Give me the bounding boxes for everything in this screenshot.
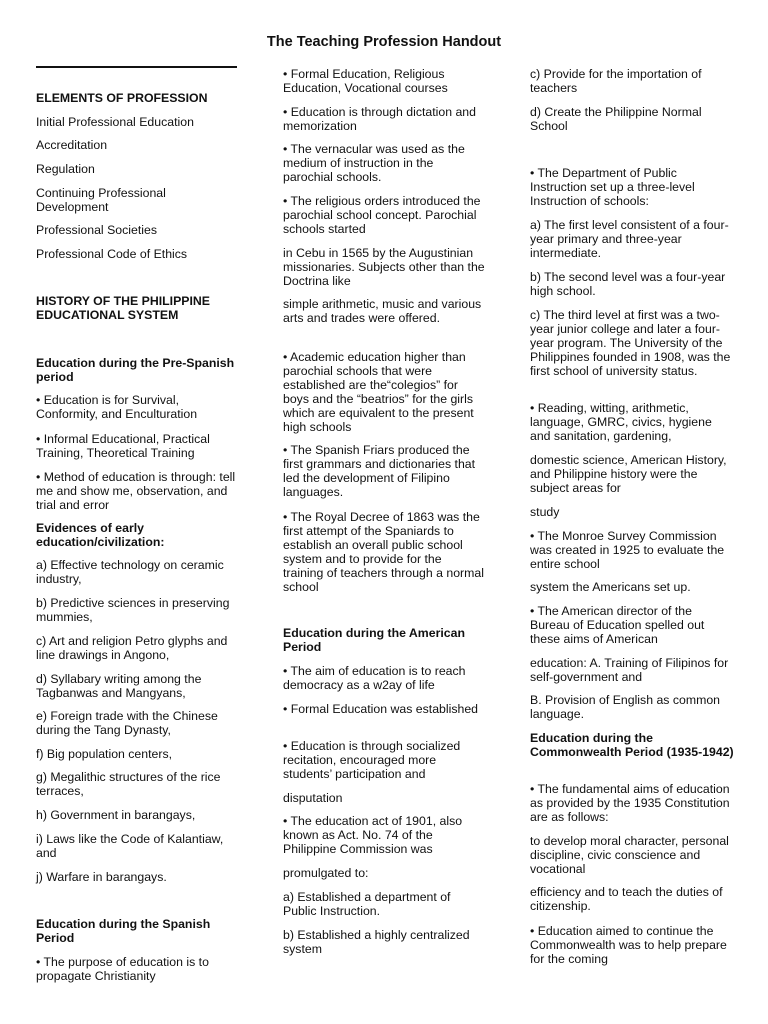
section-heading: Education during the Commonwealth Period (1935-1942)	[530, 731, 734, 759]
paragraph: domestic science, American History, and Philippine history were the subject areas for	[530, 453, 727, 495]
paragraph: e) Foreign trade with the Chinese during the Tang Dynasty,	[36, 709, 218, 737]
paragraph: • Academic education higher than parochial schools that were established are the“colegios” for boys and the “beatrios” for the girls which are equivalent to the present high schools	[283, 350, 474, 434]
paragraph: h) Government in barangays,	[36, 808, 196, 822]
paragraph: system the Americans set up.	[530, 580, 691, 594]
paragraph: c) The third level at first was a two-year junior college and later a four-year program. The University of the Philippines founded in 1908, was the first school of university status.	[530, 308, 731, 378]
paragraph: • The religious orders introduced the parochial school concept. Parochial schools started	[283, 194, 481, 236]
section-heading: Education during the American Period	[283, 626, 465, 654]
paragraph: j) Warfare in barangays.	[36, 870, 167, 884]
paragraph: d) Syllabary writing among the Tagbanwas and Mangyans,	[36, 672, 202, 700]
paragraph: d) Create the Philippine Normal School	[530, 105, 702, 133]
paragraph: • The education act of 1901, also known as Act. No. 74 of the Philippine Commission was	[283, 814, 463, 856]
paragraph: • The purpose of education is to propagate Christianity	[36, 955, 209, 983]
paragraph: efficiency and to teach the duties of citizenship.	[530, 885, 723, 913]
paragraph: • The fundamental aims of education as provided by the 1935 Constitution are as follows:	[530, 782, 730, 824]
paragraph: in Cebu in 1565 by the Augustinian missionaries. Subjects other than the Doctrina like	[283, 246, 485, 288]
paragraph: a) The first level consistent of a four-year primary and three-year intermediate.	[530, 218, 729, 260]
paragraph: • The Monroe Survey Commission was created in 1925 to evaluate the entire school	[530, 529, 725, 571]
paragraph: • Education is for Survival, Conformity, and Enculturation	[36, 393, 198, 421]
paragraph: f) Big population centers,	[36, 747, 173, 761]
paragraph: B. Provision of English as common language.	[530, 693, 721, 721]
section-heading: Evidences of early education/civilization:	[36, 521, 165, 549]
paragraph: • The Royal Decree of 1863 was the first attempt of the Spaniards to establish an overall public school system and to provide for the training of teachers through a normal school	[283, 510, 484, 594]
paragraph: Professional Code of Ethics	[36, 247, 188, 261]
paragraph: • Education is through socialized recitation, encouraged more students’ participation and	[283, 739, 461, 781]
paragraph: c) Provide for the importation of teachers	[530, 67, 702, 95]
paragraph: Professional Societies	[36, 223, 157, 237]
paragraph: • Method of education is through: tell me and show me, observation, and trial and error	[36, 470, 236, 512]
paragraph: to develop moral character, personal discipline, civic conscience and vocational	[530, 834, 729, 876]
paragraph: • The aim of education is to reach democracy as a w2ay of life	[283, 664, 466, 692]
paragraph: b) Predictive sciences in preserving mummies,	[36, 596, 230, 624]
paragraph: c) Art and religion Petro glyphs and line drawings in Angono,	[36, 634, 228, 662]
page-title: The Teaching Profession Handout	[266, 34, 502, 50]
paragraph: • Education is through dictation and memorization	[283, 105, 476, 133]
paragraph: • Formal Education was established	[283, 702, 479, 716]
paragraph: promulgated to:	[283, 866, 369, 880]
paragraph: • The American director of the Bureau of Education spelled out these aims of American	[530, 604, 705, 646]
section-heading: ELEMENTS OF PROFESSION	[36, 91, 208, 105]
paragraph: • The Department of Public Instruction set up a three-level Instruction of schools:	[530, 166, 695, 208]
paragraph: a) Established a department of Public Instruction.	[283, 890, 451, 918]
paragraph: Regulation	[36, 162, 95, 176]
paragraph: disputation	[283, 791, 343, 805]
horizontal-rule	[36, 66, 237, 68]
paragraph: g) Megalithic structures of the rice terraces,	[36, 770, 221, 798]
paragraph: • The Spanish Friars produced the first grammars and dictionaries that led the development of Filipino languages.	[283, 443, 476, 499]
paragraph: study	[530, 505, 560, 519]
paragraph: simple arithmetic, music and various arts and trades were offered.	[283, 297, 482, 325]
paragraph: b) Established a highly centralized system	[283, 928, 470, 956]
paragraph: • The vernacular was used as the medium of instruction in the parochial schools.	[283, 142, 465, 184]
section-heading: Education during the Pre-Spanish period	[36, 356, 235, 384]
paragraph: • Informal Educational, Practical Training, Theoretical Training	[36, 432, 210, 460]
paragraph: education: A. Training of Filipinos for self-government and	[530, 656, 729, 684]
paragraph: b) The second level was a four-year high school.	[530, 270, 726, 298]
section-heading: Education during the Spanish Period	[36, 917, 211, 945]
paragraph: a) Effective technology on ceramic industry,	[36, 558, 224, 586]
paragraph: • Formal Education, Religious Education, Vocational courses	[283, 67, 448, 95]
paragraph: • Education aimed to continue the Commonwealth was to help prepare for the coming	[530, 924, 727, 966]
paragraph: • Reading, witting, arithmetic, language, GMRC, civics, hygiene and sanitation, gardening,	[530, 401, 712, 443]
paragraph: i) Laws like the Code of Kalantiaw, and	[36, 832, 224, 860]
paragraph: Accreditation	[36, 138, 108, 152]
section-heading: HISTORY OF THE PHILIPPINE EDUCATIONAL SYSTEM	[36, 294, 211, 322]
paragraph: Initial Professional Education	[36, 115, 194, 129]
paragraph: Continuing Professional Development	[36, 186, 166, 214]
